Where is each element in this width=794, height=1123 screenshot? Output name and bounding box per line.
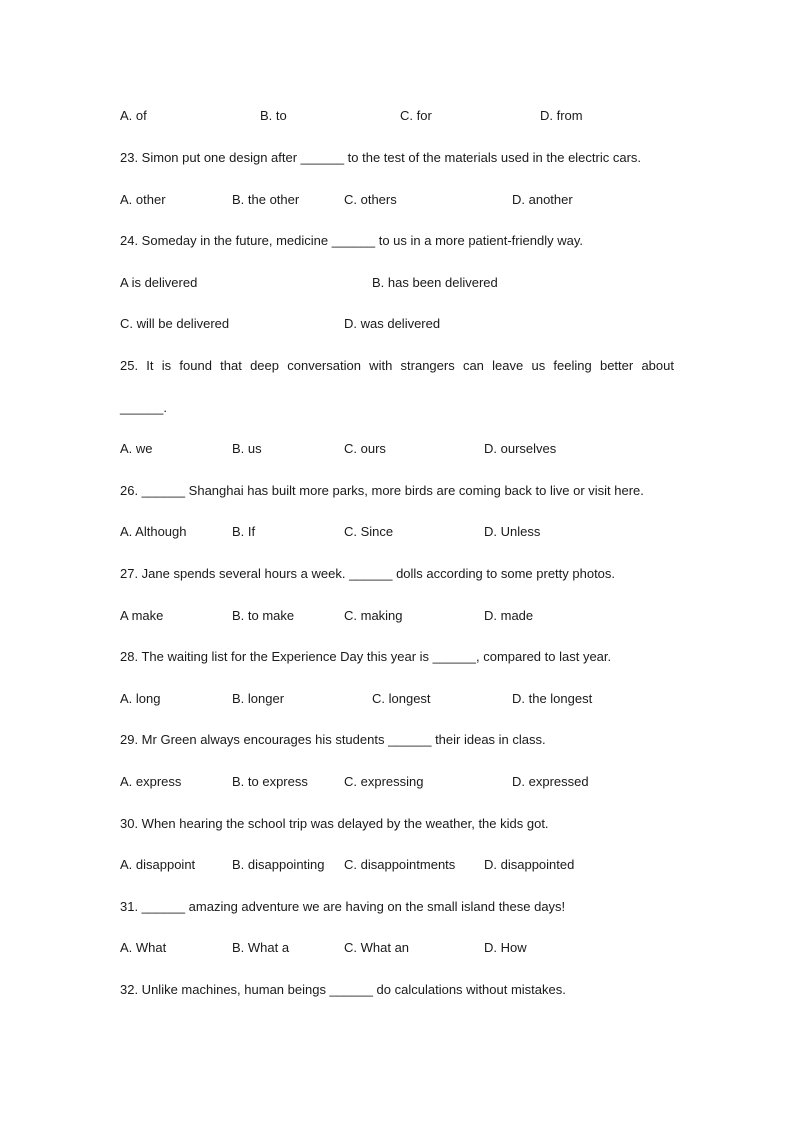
q23-stem: 23. Simon put one design after ______ to the test of the materials used in the electric cars. [120,150,642,165]
q25-option-b: B. us [232,441,262,456]
q28-stem: 28. The waiting list for the Experience Day this year is ______, compared to last year. [120,649,612,664]
q26-option-c: C. Since [344,524,394,539]
q26-stem: 26. ______ Shanghai has built more parks, more birds are coming back to live or visit here. [120,483,644,498]
q29-option-d: D. expressed [512,774,589,789]
q22-option-d: D. from [540,108,583,123]
q25-option-c: C. ours [344,441,386,456]
q31-option-a: A. What [120,940,167,955]
q22-option-c: C. for [400,108,432,123]
q24-stem: 24. Someday in the future, medicine ______ to us in a more patient-friendly way. [120,233,583,248]
q28-option-d: D. the longest [512,691,593,706]
q27-option-a: A make [120,608,164,623]
q27-stem: 27. Jane spends several hours a week. ______ dolls according to some pretty photos. [120,566,616,581]
q22-option-b: B. to [260,108,287,123]
q31-stem: 31. ______ amazing adventure we are having on the small island these days! [120,899,566,914]
q27-option-b: B. to make [232,608,295,623]
q24-option-c: C. will be delivered [120,316,230,331]
q26-option-b: B. If [232,524,256,539]
q29-option-c: C. expressing [344,774,424,789]
q25-stem: 25. It is found that deep conversation with strangers can leave us feeling better about [120,358,674,373]
q29-stem: 29. Mr Green always encourages his students ______ their ideas in class. [120,732,546,747]
q23-option-d: D. another [512,192,573,207]
q28-option-c: C. longest [372,691,431,706]
q23-option-b: B. the other [232,192,300,207]
q29-option-b: B. to express [232,774,308,789]
q32-stem: 32. Unlike machines, human beings ______ do calculations without mistakes. [120,982,566,997]
q29-option-a: A. express [120,774,182,789]
q30-option-d: D. disappointed [484,857,575,872]
q30-option-a: A. disappoint [120,857,196,872]
q26-option-d: D. Unless [484,524,541,539]
q27-option-c: C. making [344,608,403,623]
q24-option-a: A is delivered [120,275,198,290]
q23-option-a: A. other [120,192,166,207]
q25-option-d: D. ourselves [484,441,557,456]
q31-option-c: C. What an [344,940,410,955]
q24-option-b: B. has been delivered [372,275,498,290]
q28-option-a: A. long [120,691,161,706]
q31-option-b: B. What a [232,940,290,955]
q28-option-b: B. longer [232,691,285,706]
q25-stem-continued: ______. [120,400,167,415]
q30-option-c: C. disappointments [344,857,456,872]
q24-option-d: D. was delivered [344,316,441,331]
q31-option-d: D. How [484,940,527,955]
q26-option-a: A. Although [120,524,187,539]
q25-option-a: A. we [120,441,153,456]
q30-stem: 30. When hearing the school trip was delayed by the weather, the kids got. [120,816,549,831]
q23-option-c: C. others [344,192,397,207]
q22-option-a: A. of [120,108,147,123]
q27-option-d: D. made [484,608,534,623]
q30-option-b: B. disappointing [232,857,325,872]
